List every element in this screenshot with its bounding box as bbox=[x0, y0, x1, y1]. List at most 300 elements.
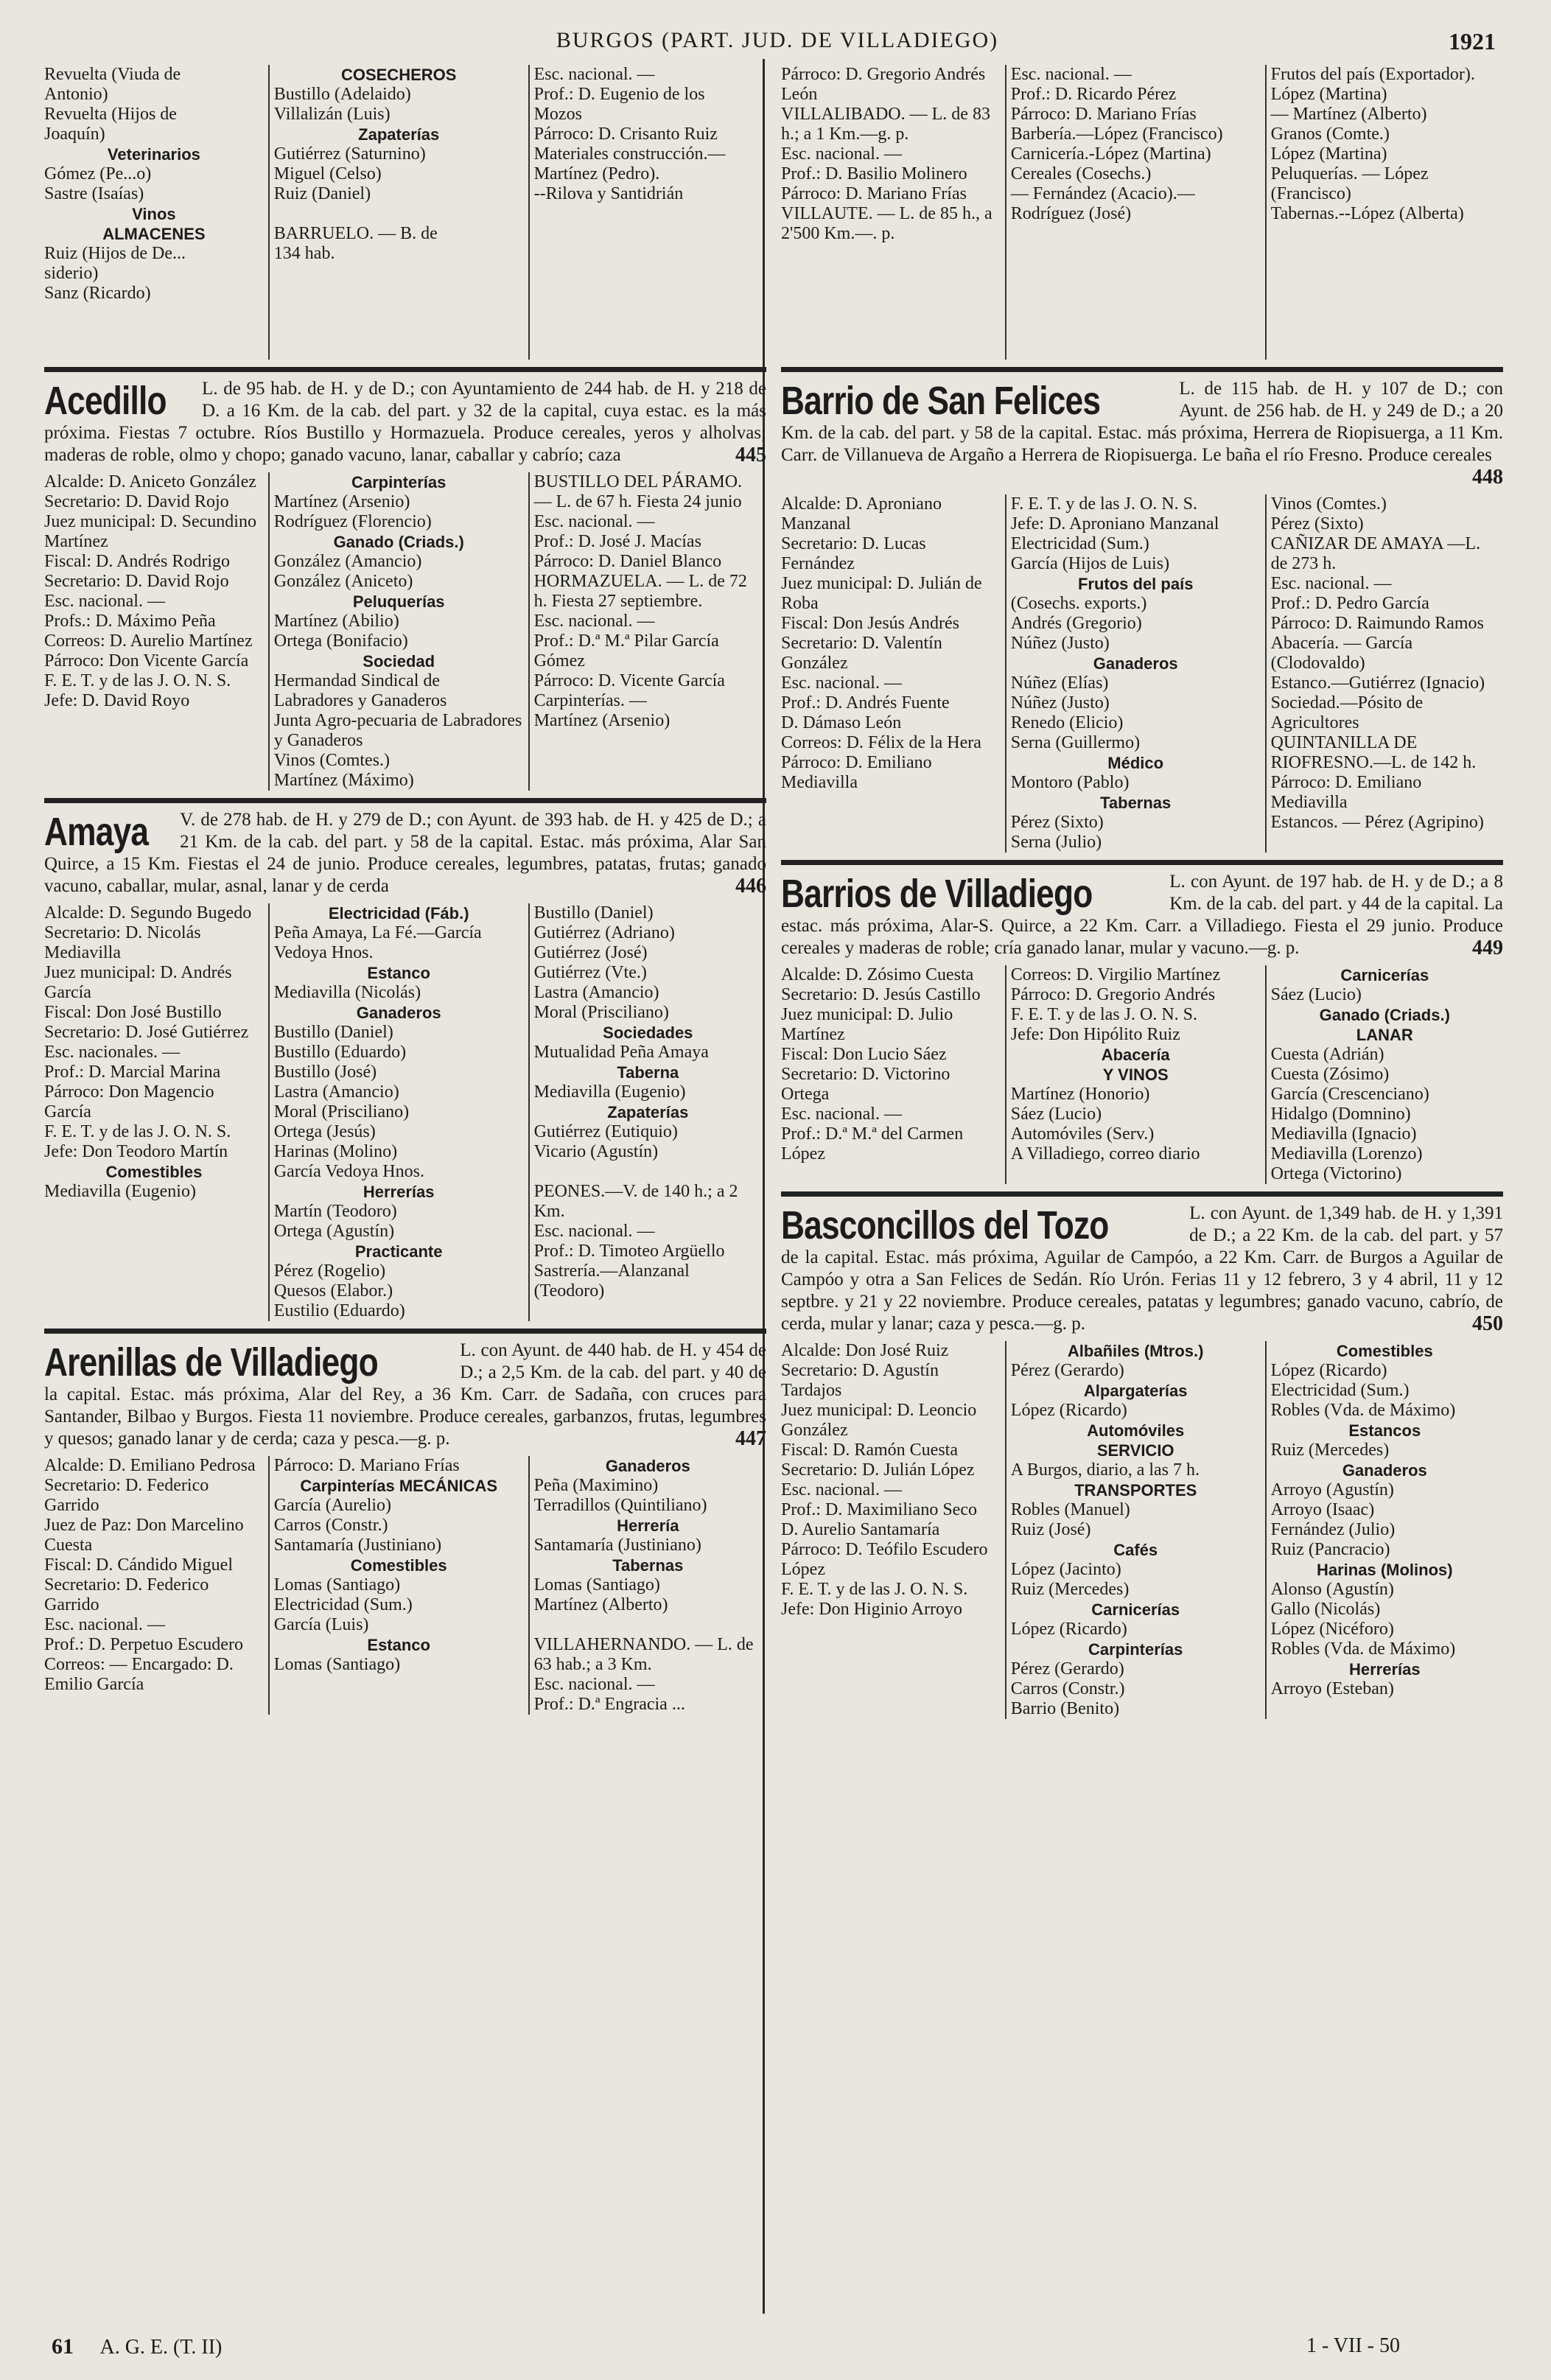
list-col bbox=[528, 903, 766, 1321]
entry-listing bbox=[44, 903, 766, 1321]
section-heading: Ganaderos bbox=[1342, 1461, 1427, 1480]
list-item: Fiscal: Don Lucio Sáez bbox=[781, 1045, 947, 1064]
section-heading: Electricidad (Fáb.) bbox=[328, 904, 469, 923]
list-item: Esc. nacional. — bbox=[781, 144, 902, 164]
list-item: Mozos bbox=[533, 105, 582, 124]
list-item: Prof.: D. Eugenio de los bbox=[533, 85, 705, 104]
entry-listing bbox=[781, 1341, 1503, 1719]
list-item: Revuelta (Hijos de bbox=[44, 105, 177, 124]
list-item: Correos: D. Virgilio Martínez bbox=[1010, 965, 1221, 984]
section-heading: Harinas (Molinos) bbox=[1317, 1561, 1453, 1579]
entry-description: L. de 115 hab. de H. y 107 de D.; con Ayunt. de 256 hab. de H. y 249 de D.; a 20 Km. de la cab. del part. y 58 de la capital. Estac. más próxima, Herrera de Riopisuerga, a 11 Km. Carr. de Villanueva de Argaño a Herrera de Riopisuerga. Le baña el río Fresno. Produce cereales bbox=[781, 379, 1503, 465]
list-item: García (Crescenciano) bbox=[1270, 1085, 1429, 1104]
section-heading: Estanco bbox=[367, 1636, 430, 1654]
list-item: Párroco: D. Daniel Blanco bbox=[533, 552, 722, 571]
entry-listing bbox=[44, 1456, 766, 1715]
section-heading: Carnicerías bbox=[1091, 1600, 1180, 1619]
list-item: Esc. nacional. — bbox=[533, 612, 655, 631]
list-item: Gutiérrez (Saturnino) bbox=[273, 144, 426, 164]
list-item: Arroyo (Agustín) bbox=[1270, 1480, 1394, 1499]
place-name: Barrio de San Felices bbox=[781, 379, 1101, 423]
list-col bbox=[268, 65, 528, 360]
list-item: Carnicería.-López (Martina) bbox=[1010, 144, 1211, 164]
section-heading: Comestibles bbox=[105, 1163, 203, 1181]
list-item: Fiscal: Don Jesús Andrés bbox=[781, 614, 959, 633]
list-item: Mediavilla (Nicolás) bbox=[273, 983, 421, 1002]
entry-basconcillos bbox=[781, 1203, 1503, 1719]
list-item: Alcalde: D. Aproniano Manzanal bbox=[781, 494, 942, 533]
list-col bbox=[268, 903, 528, 1321]
section-rule bbox=[44, 367, 766, 372]
list-item: A Villadiego, correo diario bbox=[1010, 1144, 1200, 1163]
list-item bbox=[534, 1162, 762, 1182]
list-item: Secretario: D. José Gutiérrez bbox=[44, 1023, 249, 1042]
list-item: Párroco: Don Vicente García bbox=[44, 651, 249, 671]
list-item: Robles (Manuel) bbox=[1010, 1500, 1130, 1519]
list-item: Pérez (Sixto) bbox=[1270, 514, 1364, 533]
list-item: Secretario: D. Agustín Tardajos bbox=[781, 1361, 939, 1400]
list-item: Prof.: D. José J. Macías bbox=[533, 532, 701, 551]
list-item bbox=[274, 204, 524, 224]
entry-number: 445 bbox=[735, 444, 766, 466]
list-item: Ortega (Jesús) bbox=[273, 1122, 376, 1141]
list-item: Alcalde: D. Zósimo Cuesta bbox=[781, 965, 974, 984]
section-heading: Frutos del país bbox=[1077, 575, 1194, 593]
list-item: Gómez (Pe...o) bbox=[44, 164, 152, 183]
list-item: D. Dámaso León bbox=[781, 713, 902, 732]
list-item: Lastra (Amancio) bbox=[273, 1082, 399, 1102]
list-col bbox=[1005, 494, 1265, 853]
list-col bbox=[1265, 494, 1503, 853]
list-col bbox=[1005, 1341, 1265, 1719]
list-item: Hermandad Sindical de Labradores y Ganaderos bbox=[273, 671, 447, 710]
entry-number: 448 bbox=[1472, 466, 1503, 489]
section-heading: Ganado (Criads.) bbox=[1319, 1006, 1450, 1024]
list-item: Martínez (Alberto) bbox=[533, 1595, 668, 1614]
list-item: García Vedoya Hnos. bbox=[273, 1162, 424, 1181]
list-item: Párroco: D. Raimundo Ramos bbox=[1270, 614, 1484, 633]
list-item: Ruiz (Daniel) bbox=[273, 184, 371, 203]
list-item: Lastra (Amancio) bbox=[533, 983, 659, 1002]
list-item: Mediavilla (Eugenio) bbox=[44, 1182, 196, 1201]
list-item: Núñez (Elías) bbox=[1010, 673, 1109, 693]
list-item: Párroco: D. Mariano Frías bbox=[273, 1456, 460, 1475]
list-item: Mutualidad Peña Amaya bbox=[533, 1043, 709, 1062]
entry-description: L. con Ayunt. de 440 hab. de H. y 454 de D.; a 2,5 Km. de la cab. del part. y 40 de la capital. Estac. más próxima, Alar del Rey, a 36 Km. Carr. de Sadaña, con cruces para Santander, Bilbao y Burgos. Fiesta 11 noviembre. Produce cereales, garbanzos, frutas, legumbres y quesos; ganado lanar y de cerda; caza y pesca.—g. p. bbox=[44, 1340, 766, 1449]
list-col bbox=[528, 472, 766, 791]
footer-sheet-number: 61 bbox=[52, 2334, 74, 2359]
entry-header bbox=[44, 1340, 766, 1450]
list-item: Bustillo (Daniel) bbox=[533, 903, 654, 923]
list-item: Ruiz (Hijos de De... bbox=[44, 244, 186, 263]
list-item: Esc. nacional. — bbox=[533, 1222, 655, 1241]
list-item: Esc. nacional. — bbox=[533, 65, 655, 84]
list-item: Moral (Prisciliano) bbox=[273, 1102, 410, 1121]
list-item: Cereales (Cosechs.) bbox=[1010, 164, 1152, 183]
list-item: VILLAUTE. — L. de 85 h., a 2'500 Km.—. p. bbox=[781, 204, 992, 243]
place-name: Arenillas de Villadiego bbox=[44, 1340, 378, 1385]
section-heading: Herrerías bbox=[363, 1183, 435, 1201]
section-heading: Cafés bbox=[1113, 1541, 1158, 1559]
section-heading: Automóviles bbox=[1087, 1421, 1185, 1440]
list-item: Mediavilla (Ignacio) bbox=[1270, 1124, 1417, 1144]
entry-number: 446 bbox=[735, 875, 766, 897]
list-item: González (Aniceto) bbox=[273, 572, 413, 591]
section-heading: Y VINOS bbox=[1102, 1065, 1169, 1084]
list-item: Junta Agro-pecuaria de Labradores y Ganaderos bbox=[273, 711, 522, 750]
list-item: Carpinterías. — bbox=[533, 691, 647, 710]
right-column bbox=[781, 59, 1503, 2328]
list-item: Esc. nacional. — bbox=[533, 512, 655, 531]
list-item: Prof.: D. Andrés Fuente bbox=[781, 693, 950, 713]
continued-entry-left bbox=[44, 65, 766, 360]
continued-entry-right bbox=[781, 65, 1503, 360]
list-item: Granos (Comte.) bbox=[1270, 125, 1390, 144]
list-col bbox=[1265, 65, 1503, 360]
list-item: Párroco: D. Mariano Frías bbox=[1010, 105, 1197, 124]
list-item: Ruiz (Mercedes) bbox=[1010, 1580, 1130, 1599]
list-item: Prof.: D. Ricardo Pérez bbox=[1010, 85, 1177, 104]
list-item: Peña (Maximino) bbox=[533, 1476, 659, 1495]
list-item: Pérez (Gerardo) bbox=[1010, 1361, 1124, 1380]
list-item: Alcalde: D. Emiliano Pedrosa bbox=[44, 1456, 256, 1475]
list-item: Estanco.—Gutiérrez (Ignacio) bbox=[1270, 673, 1485, 693]
list-item: López (Ricardo) bbox=[1010, 1620, 1127, 1639]
section-heading: Tabernas bbox=[1100, 794, 1172, 812]
list-item: Jefe: Don Higinio Arroyo bbox=[781, 1600, 962, 1619]
section-heading: Zapaterías bbox=[607, 1103, 689, 1121]
list-item: Fiscal: D. Andrés Rodrigo bbox=[44, 552, 230, 571]
section-heading: Comestibles bbox=[1336, 1342, 1433, 1360]
list-item: López (Nicéforo) bbox=[1270, 1620, 1394, 1639]
list-item: Harinas (Molino) bbox=[273, 1142, 398, 1161]
list-item: Alcalde: D. Segundo Bugedo bbox=[44, 903, 252, 923]
list-item: Miguel (Celso) bbox=[273, 164, 382, 183]
list-item: Ortega (Bonifacio) bbox=[273, 631, 408, 651]
list-item: F. E. T. y de las J. O. N. S. bbox=[1010, 1005, 1197, 1024]
list-item: Jefe: Don Hipólito Ruiz bbox=[1010, 1025, 1180, 1044]
footer-date: 1 - VII - 50 bbox=[1306, 2334, 1400, 2357]
list-item: Prof.: D. Marcial Marina bbox=[44, 1063, 221, 1082]
section-heading: Veterinarios bbox=[107, 145, 200, 164]
list-item: Bustillo (Daniel) bbox=[273, 1023, 393, 1042]
list-item: Sociedad.—Pósito de Agricultores bbox=[1270, 693, 1424, 732]
entry-barrio-san-felices bbox=[781, 378, 1503, 853]
section-heading: ALMACENES bbox=[102, 225, 206, 243]
section-heading: Practicante bbox=[354, 1242, 443, 1261]
section-heading: Herrería bbox=[617, 1516, 679, 1535]
entry-arenillas bbox=[44, 1340, 766, 1715]
list-item: Pérez (Gerardo) bbox=[1010, 1659, 1124, 1679]
list-col bbox=[781, 965, 1005, 1184]
list-item: Esc. nacional. — bbox=[1270, 574, 1392, 593]
entry-number: 449 bbox=[1472, 937, 1503, 959]
list-item: F. E. T. y de las J. O. N. S. bbox=[44, 1122, 231, 1141]
list-item: Ruiz (Pancracio) bbox=[1270, 1540, 1390, 1559]
list-item: Núñez (Justo) bbox=[1010, 693, 1110, 713]
list-item: Bustillo (Adelaido) bbox=[273, 85, 411, 104]
list-item: Prof.: D. Pedro García bbox=[1270, 594, 1429, 613]
list-item: Jefe: D. Aproniano Manzanal bbox=[1010, 514, 1219, 533]
list-col bbox=[44, 472, 268, 791]
list-item: López (Martina) bbox=[1270, 85, 1387, 104]
list-item: García (Hijos de Luis) bbox=[1010, 554, 1170, 573]
left-column bbox=[44, 59, 766, 2328]
entry-header bbox=[781, 871, 1503, 959]
list-item: Villalizán (Luis) bbox=[273, 105, 391, 124]
list-item: Peña Amaya, La Fé.—García Vedoya Hnos. bbox=[273, 923, 482, 962]
list-item: Barbería.—López (Francisco) bbox=[1010, 125, 1223, 144]
list-item: Gutiérrez (Adriano) bbox=[533, 923, 675, 942]
list-item: Renedo (Elicio) bbox=[1010, 713, 1124, 732]
list-item: Secretario: D. Jesús Castillo bbox=[781, 985, 981, 1004]
list-item: Juez municipal: D. Leoncio González bbox=[781, 1401, 977, 1440]
list-item: Sastrería.—Alanzanal (Teodoro) bbox=[533, 1261, 690, 1301]
section-heading: Sociedades bbox=[603, 1023, 693, 1042]
list-item: Prof.: D.ª M.ª Pilar García Gómez bbox=[533, 631, 719, 671]
list-item: Correos: — Encargado: D. Emilio García bbox=[44, 1655, 234, 1694]
list-item: HORMAZUELA. — L. de 72 h. Fiesta 27 septiembre. bbox=[533, 572, 747, 611]
list-item: Pérez (Rogelio) bbox=[273, 1261, 386, 1281]
section-heading: Carpinterías MECÁNICAS bbox=[300, 1477, 498, 1495]
place-name: Amaya bbox=[44, 810, 149, 854]
list-item: Esc. nacional. — bbox=[44, 1615, 165, 1634]
section-heading: TRANSPORTES bbox=[1074, 1481, 1197, 1499]
list-col bbox=[1005, 65, 1265, 360]
section-heading: Peluquerías bbox=[352, 592, 445, 611]
list-col bbox=[528, 1456, 766, 1715]
list-item: Secretario: D. Lucas Fernández bbox=[781, 534, 926, 573]
entry-acedillo bbox=[44, 378, 766, 791]
list-item bbox=[534, 1615, 762, 1635]
entry-header bbox=[781, 1203, 1503, 1335]
list-item: Cuesta (Adrián) bbox=[1270, 1045, 1384, 1064]
list-item: F. E. T. y de las J. O. N. S. bbox=[44, 671, 231, 690]
list-item: — Martínez (Alberto) bbox=[1270, 105, 1427, 124]
list-item: Prof.: D. Timoteo Argüello bbox=[533, 1242, 725, 1261]
list-item: Jefe: D. David Royo bbox=[44, 691, 190, 710]
list-item: Bustillo (José) bbox=[273, 1063, 377, 1082]
list-item: Sanz (Ricardo) bbox=[44, 284, 151, 303]
list-item: Joaquín) bbox=[44, 125, 105, 144]
list-item: QUINTANILLA DE RIOFRESNO.—L. de 142 h. bbox=[1270, 733, 1477, 772]
list-item: Juez municipal: D. Andrés García bbox=[44, 963, 232, 1002]
page-header bbox=[44, 22, 1510, 59]
list-item: D. Aurelio Santamaría bbox=[781, 1520, 940, 1539]
list-item: Esc. nacional. — bbox=[1010, 65, 1132, 84]
list-item: F. E. T. y de las J. O. N. S. bbox=[781, 1580, 968, 1599]
page-title: BURGOS (PART. JUD. DE VILLADIEGO) bbox=[556, 28, 999, 52]
list-item: Prof.: D. Maximiliano Seco bbox=[781, 1500, 977, 1519]
list-item: Esc. nacional. — bbox=[44, 592, 165, 611]
list-item: García (Luis) bbox=[273, 1615, 369, 1634]
section-heading: Ganaderos bbox=[1093, 654, 1178, 673]
list-item: Fernández (Julio) bbox=[1270, 1520, 1396, 1539]
section-heading: Carpinterías bbox=[351, 473, 447, 491]
list-item: Carros (Constr.) bbox=[273, 1516, 388, 1535]
list-item: Prof.: D.ª Engracia ... bbox=[533, 1695, 685, 1714]
list-item: Electricidad (Sum.) bbox=[1010, 534, 1149, 553]
list-col bbox=[268, 472, 528, 791]
list-item: BARRUELO. — B. de bbox=[273, 224, 438, 243]
section-heading: Zapaterías bbox=[358, 125, 440, 144]
list-item: Párroco: D. Emiliano Mediavilla bbox=[781, 753, 932, 792]
section-heading: Alpargaterías bbox=[1083, 1382, 1188, 1400]
footer-publisher: A. G. E. (T. II) bbox=[99, 2336, 223, 2359]
place-name: Barrios de Villadiego bbox=[781, 872, 1093, 916]
list-item: Peluquerías. — López (Francisco) bbox=[1270, 164, 1429, 203]
section-heading: COSECHEROS bbox=[340, 66, 457, 84]
list-col bbox=[1265, 965, 1503, 1184]
list-item: Abacería. — García (Clodovaldo) bbox=[1270, 634, 1413, 673]
list-item: Prof.: D.ª M.ª del Carmen López bbox=[781, 1124, 964, 1163]
entry-description: L. de 95 hab. de H. y de D.; con Ayuntamiento de 244 hab. de H. y 218 de D. a 16 Km. de la cab. del part. y 32 de la capital, cuya estac. es la más próxima. Fiestas 7 octubre. Ríos Bustillo y Hormazuela. Produce cereales, yeros y alholvas; maderas de roble, olmo y chopo; ganado vacuno, lanar, caballar y cabrío; caza bbox=[44, 379, 766, 465]
list-item: López (Ricardo) bbox=[1270, 1361, 1387, 1380]
list-item: Juez municipal: D. Julio Martínez bbox=[781, 1005, 953, 1044]
list-item: Martínez (Honorio) bbox=[1010, 1085, 1150, 1104]
list-col bbox=[268, 1456, 528, 1715]
list-item: Serna (Julio) bbox=[1010, 833, 1102, 852]
list-item: Frutos del país (Exportador). bbox=[1270, 65, 1475, 84]
list-item: Martínez (Máximo) bbox=[273, 771, 414, 790]
list-item: Mediavilla (Eugenio) bbox=[533, 1082, 686, 1102]
list-item: Sastre (Isaías) bbox=[44, 184, 144, 203]
entry-amaya bbox=[44, 809, 766, 1321]
list-item: Quesos (Elabor.) bbox=[273, 1281, 393, 1301]
list-item: Barrio (Benito) bbox=[1010, 1699, 1120, 1718]
list-item: Gutiérrez (Eutiquio) bbox=[533, 1122, 678, 1141]
list-item: (Cosechs. exports.) bbox=[1010, 594, 1147, 613]
list-item: VILLALIBADO. — L. de 83 h.; a 1 Km.—g. p. bbox=[781, 105, 990, 144]
list-item: Alcalde: Don José Ruiz bbox=[781, 1341, 949, 1360]
list-item: Esc. nacional. — bbox=[533, 1675, 655, 1694]
section-heading: Taberna bbox=[617, 1063, 679, 1082]
list-item: Párroco: D. Mariano Frías bbox=[781, 184, 967, 203]
list-item: Párroco: D. Crisanto Ruiz bbox=[533, 125, 718, 144]
list-item: Santamaría (Justiniano) bbox=[273, 1536, 442, 1555]
list-item: Hidalgo (Domnino) bbox=[1270, 1105, 1411, 1124]
section-heading: Abacería bbox=[1101, 1046, 1170, 1064]
list-col bbox=[781, 1341, 1005, 1719]
list-item: Serna (Guillermo) bbox=[1010, 733, 1141, 752]
list-item: Ortega (Victorino) bbox=[1270, 1164, 1402, 1183]
section-heading: Estancos bbox=[1348, 1421, 1421, 1440]
section-heading: Ganaderos bbox=[605, 1457, 690, 1475]
list-item: Materiales construcción.—Martínez (Pedro). bbox=[533, 144, 726, 183]
section-rule bbox=[44, 798, 766, 803]
list-item: Correos: D. Aurelio Martínez bbox=[44, 631, 253, 651]
entry-header bbox=[44, 809, 766, 897]
list-item: Secretario: D. Federico Garrido bbox=[44, 1476, 209, 1515]
list-item: Estancos. — Pérez (Agripino) bbox=[1270, 813, 1484, 832]
list-item: Secretario: D. Victorino Ortega bbox=[781, 1065, 950, 1104]
list-item: Jefe: Don Teodoro Martín bbox=[44, 1142, 228, 1161]
list-item: Pérez (Sixto) bbox=[1010, 813, 1104, 832]
list-item: Gallo (Nicolás) bbox=[1270, 1600, 1381, 1619]
section-heading: Sociedad bbox=[363, 652, 435, 671]
entry-description: V. de 278 hab. de H. y 279 de D.; con Ayunt. de 393 hab. de H. y 425 de D.; a 21 Km. de la cab. del part. y 58 de la capital. Estac. más próxima, Alar San Quirce, a 15 Km. Fiestas el 24 de junio. Produce cereales, legumbres, patatas, frutas; ganado vacuno, caballar, mular, asnal, lanar y de cerda bbox=[44, 810, 766, 896]
list-item: Núñez (Justo) bbox=[1010, 634, 1110, 653]
list-item: Profs.: D. Máximo Peña bbox=[44, 612, 216, 631]
list-item: Secretario: D. David Rojo bbox=[44, 572, 229, 591]
list-item: Alcalde: D. Aniceto González bbox=[44, 472, 256, 491]
list-col bbox=[1005, 965, 1265, 1184]
list-item: Juez de Paz: Don Marcelino Cuesta bbox=[44, 1516, 244, 1555]
list-item: Vinos (Comtes.) bbox=[273, 751, 391, 770]
entry-description: L. con Ayunt. de 197 hab. de H. y de D.; a 8 Km. de la cab. del part. y 44 de la capital. La estac. más próxima, Alar-S. Quirce, a 22 Km. Carr. a Villadiego. Fiesta el 29 junio. Produce cereales y maderas de roble; cría ganado lanar, mular y vacuno.—g. p. bbox=[781, 872, 1503, 958]
list-item: --Rilova y Santidrián bbox=[533, 184, 684, 203]
section-heading: Carpinterías bbox=[1088, 1640, 1183, 1659]
entry-listing bbox=[781, 494, 1503, 853]
list-item: Carros (Constr.) bbox=[1010, 1679, 1125, 1698]
entry-listing bbox=[44, 472, 766, 791]
list-item: Electricidad (Sum.) bbox=[273, 1595, 413, 1614]
list-item: Juez municipal: D. Julián de Roba bbox=[781, 574, 982, 613]
list-item: Revuelta (Viuda de bbox=[44, 65, 181, 84]
list-item: Fiscal: Don José Bustillo bbox=[44, 1003, 222, 1022]
list-item: Vicario (Agustín) bbox=[533, 1142, 659, 1161]
list-item: Lomas (Santiago) bbox=[273, 1575, 401, 1595]
list-item: Martínez (Arsenio) bbox=[533, 711, 671, 730]
list-item: Secretario: D. Nicolás Mediavilla bbox=[44, 923, 201, 962]
entry-header bbox=[781, 378, 1503, 489]
list-col bbox=[44, 65, 268, 360]
section-rule bbox=[44, 1329, 766, 1334]
list-item: Montoro (Pablo) bbox=[1010, 773, 1130, 792]
list-item: Gutiérrez (Vte.) bbox=[533, 963, 647, 982]
list-item: Ortega (Agustín) bbox=[273, 1222, 395, 1241]
entry-description: L. con Ayunt. de 1,349 hab. de H. y 1,391 de D.; a 22 Km. de la cab. del part. y 57 de la capital. Estac. más próxima, Aguilar de Campóo, a 22 Km. Carr. de Burgos a Aguilar de Campóo y otra a San Felices de Sedán. Río Urón. Ferias 11 y 12 febrero, 3 y 4 abril, 11 y 12 septbre. y 21 y 22 noviembre. Produce cereales, patatas y legumbres; ganado vacuno, cabrío, de cerda, mular y lanar; caza y pesca.—g. p. bbox=[781, 1203, 1503, 1334]
list-item: García (Aurelio) bbox=[273, 1496, 392, 1515]
list-item: Electricidad (Sum.) bbox=[1270, 1381, 1410, 1400]
list-col bbox=[528, 65, 766, 360]
list-item: Andrés (Gregorio) bbox=[1010, 614, 1142, 633]
list-item: Párroco: D. Emiliano Mediavilla bbox=[1270, 773, 1422, 812]
list-item: Lomas (Santiago) bbox=[533, 1575, 660, 1595]
list-item: Ruiz (José) bbox=[1010, 1520, 1091, 1539]
list-item: Fiscal: D. Ramón Cuesta bbox=[781, 1441, 958, 1460]
list-item: Párroco: Don Magencio García bbox=[44, 1082, 214, 1121]
section-heading: Estanco bbox=[367, 964, 430, 982]
list-item: Moral (Prisciliano) bbox=[533, 1003, 669, 1022]
entry-number: 447 bbox=[735, 1427, 766, 1450]
list-item: Eustilio (Eduardo) bbox=[273, 1301, 405, 1320]
list-item: Párroco: D. Vicente García bbox=[533, 671, 725, 690]
list-item: Fiscal: D. Cándido Miguel bbox=[44, 1555, 233, 1575]
section-heading: Vinos bbox=[132, 205, 176, 223]
list-item: Sáez (Lucio) bbox=[1270, 985, 1362, 1004]
list-item: Cuesta (Zósimo) bbox=[1270, 1065, 1390, 1084]
section-heading: LANAR bbox=[1356, 1026, 1413, 1044]
list-col bbox=[781, 494, 1005, 853]
list-item: Bustillo (Eduardo) bbox=[273, 1043, 407, 1062]
list-item: Mediavilla (Lorenzo) bbox=[1270, 1144, 1423, 1163]
list-item: Gutiérrez (José) bbox=[533, 943, 648, 962]
list-item: Juez municipal: D. Secundino Martínez bbox=[44, 512, 256, 551]
list-item: Esc. nacional. — bbox=[781, 1105, 902, 1124]
list-item: Secretario: D. Julián López bbox=[781, 1460, 975, 1480]
list-item: Tabernas.--López (Alberta) bbox=[1270, 204, 1464, 223]
list-item: Martín (Teodoro) bbox=[273, 1202, 397, 1221]
list-item: Esc. nacional. — bbox=[781, 1480, 902, 1499]
list-item: Arroyo (Isaac) bbox=[1270, 1500, 1375, 1519]
list-item: PEONES.—V. de 140 h.; a 2 Km. bbox=[533, 1182, 738, 1221]
section-heading: Herrerías bbox=[1348, 1660, 1421, 1679]
list-item: Esc. nacional. — bbox=[781, 673, 902, 693]
list-item: Rodríguez (Florencio) bbox=[273, 512, 432, 531]
list-item: López (Jacinto) bbox=[1010, 1560, 1121, 1579]
list-item: Robles (Vda. de Máximo) bbox=[1270, 1401, 1456, 1420]
